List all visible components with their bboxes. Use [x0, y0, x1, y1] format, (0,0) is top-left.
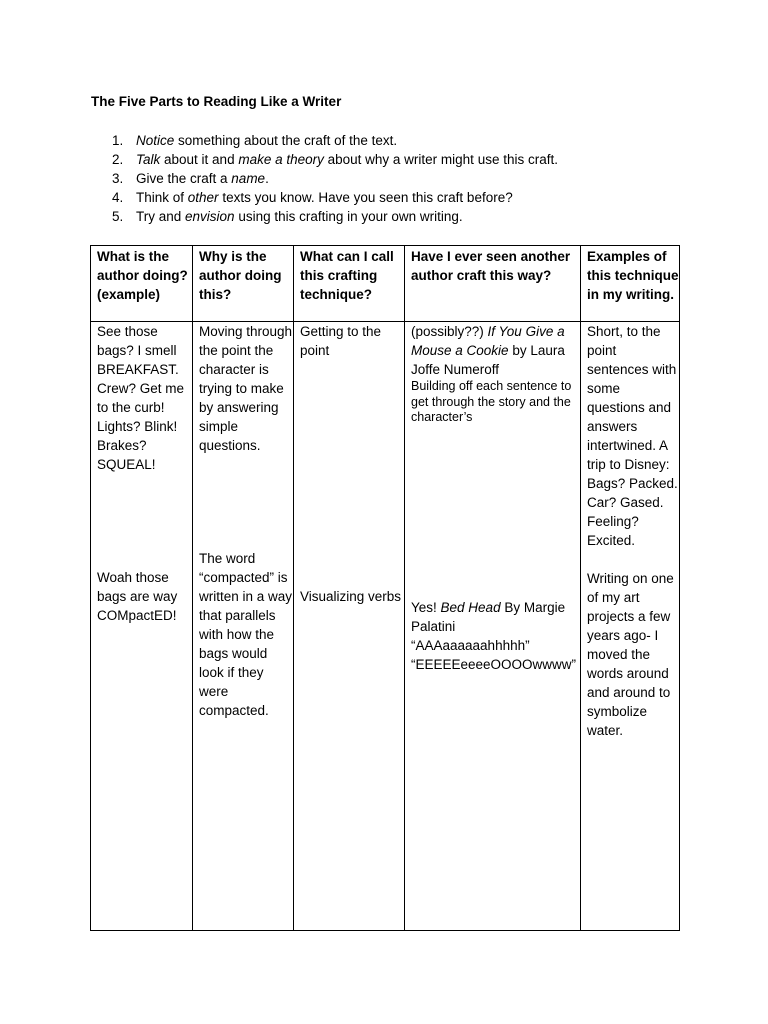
- cell-text: Getting to the point: [300, 324, 382, 358]
- header-seen-before: Have I ever seen another author craft this way?: [405, 246, 581, 322]
- step-text: about it and: [160, 152, 239, 167]
- step-item: [112, 131, 558, 150]
- cell-text: Short, to the point sentences with some questions and answers intertwined. A trip to Disney: Bags? Packed. Car? Gased. Feeling? Excited.: [587, 324, 678, 548]
- step-emphasis: envision: [185, 209, 235, 224]
- step-emphasis: Notice: [136, 133, 175, 148]
- step-text: using this crafting in your own writing.: [234, 209, 463, 224]
- step-number: 2.: [112, 152, 124, 167]
- cell-quote: “EEEEEeeeeOOOOwwww”: [411, 656, 577, 672]
- header-why: Why is the author doing this?: [193, 246, 294, 322]
- cell-text-part: (possibly??): [411, 324, 488, 339]
- cell-text: Moving through the point the character is trying to make by answering simple questions.: [199, 324, 293, 453]
- step-emphasis: make a theory: [238, 152, 324, 167]
- table-header-row: [91, 246, 680, 322]
- step-item: [112, 188, 558, 207]
- craft-table: [90, 245, 680, 931]
- cell-text: Writing on one of my art projects a few years ago- I moved the words around and around to symbolize water.: [587, 571, 674, 738]
- step-item: [112, 207, 558, 226]
- step-number: 4.: [112, 190, 124, 205]
- cell-text: Woah those bags are way COMpactED!: [97, 570, 178, 623]
- steps-list: [112, 131, 558, 226]
- table-row: [91, 322, 680, 931]
- step-emphasis: name: [231, 171, 266, 186]
- step-number: 3.: [112, 171, 124, 186]
- table-cell: [405, 322, 581, 931]
- table-cell: [91, 322, 193, 931]
- cell-note: Building off each sentence to get through the story and the character’s: [411, 379, 572, 424]
- book-title: If You Give a Mouse a Cookie: [411, 324, 565, 358]
- cell-text-part: by Laura Joffe Numeroff: [411, 343, 565, 377]
- cell-text-part: Yes!: [411, 599, 441, 615]
- step-emphasis: Talk: [136, 152, 161, 167]
- step-text: Think of: [136, 190, 188, 205]
- document-title: The Five Parts to Reading Like a Writer: [91, 94, 342, 109]
- step-text: Try and: [136, 209, 186, 224]
- step-text: Give the craft a: [136, 171, 232, 186]
- header-author-doing: What is the author doing? (example): [91, 246, 193, 322]
- cell-text: [411, 322, 580, 379]
- step-item: [112, 169, 558, 188]
- cell-quote: “AAAaaaaaahhhhh”: [411, 637, 530, 653]
- cell-text-part: By Margie Palatini: [411, 599, 566, 634]
- cell-text: The word “compacted” is written in a way that parallels with how the bags would look if they were compacted.: [199, 551, 293, 718]
- step-text: something about the craft of the text.: [174, 133, 398, 148]
- step-number: 1.: [112, 133, 124, 148]
- step-emphasis: other: [187, 190, 219, 205]
- step-text: about why a writer might use this craft.: [323, 152, 558, 167]
- step-number: 5.: [112, 209, 124, 224]
- table-cell: [581, 322, 680, 931]
- table-cell: [193, 322, 294, 931]
- cell-text: See those bags? I smell BREAKFAST. Crew? Get me to the curb! Lights? Blink! Brakes? SQUEAL!: [97, 324, 185, 472]
- header-technique-name: What can I call this crafting technique?: [294, 246, 405, 322]
- step-text: texts you know. Have you seen this craft before?: [218, 190, 513, 205]
- cell-text: Visualizing verbs: [300, 589, 402, 604]
- cell-text: [411, 598, 580, 636]
- table-cell: [294, 322, 405, 931]
- step-text: .: [265, 171, 269, 186]
- book-title: Bed Head: [440, 599, 501, 615]
- step-item: [112, 150, 558, 169]
- header-my-examples: Examples of this technique in my writing.: [581, 246, 680, 322]
